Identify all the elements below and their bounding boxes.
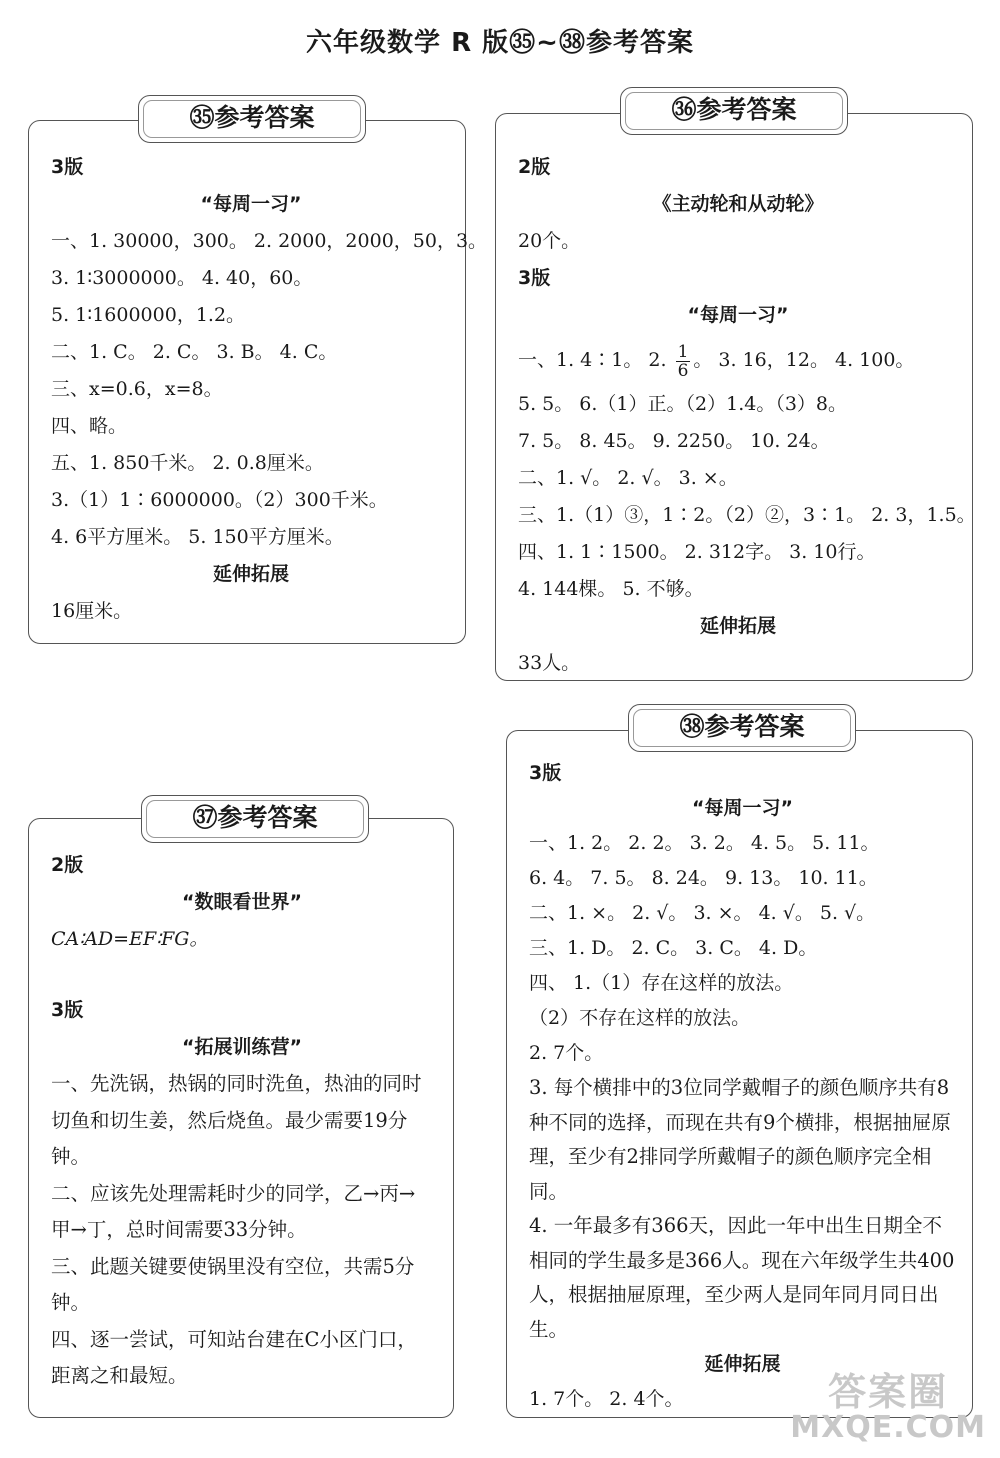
answer-line: 4. 6平方厘米。 5. 150平方厘米。 xyxy=(51,526,344,548)
answer-line: 四、 1.（1）存在这样的放法。 xyxy=(529,972,794,994)
fraction xyxy=(676,343,691,380)
answer-paragraph: 3. 每个横排中的3位同学戴帽子的颜色顺序共有8种不同的选择，而现在共有9个横排，根据抽屉原理，至少有2排同学所戴帽子的颜色顺序完全相同。 xyxy=(529,1076,951,1203)
answer-line: 4. 144棵。 5. 不够。 xyxy=(518,578,704,600)
answer-line: 1. 7个。 2. 4个。 xyxy=(529,1388,684,1410)
answer-line: 一、1. 30000，300。 2. 2000，2000，50，3。 xyxy=(51,230,488,252)
answer-paragraph: 二、应该先处理需耗时少的同学，乙→丙→甲→丁，总时间需要33分钟。 xyxy=(51,1181,416,1241)
answer-panel-37 xyxy=(28,818,454,1418)
answer-line: 二、1. ×。 2. √。 3. ×。 4. √。 5. √。 xyxy=(529,902,876,924)
answer-line: 五、1. 850千米。 2. 0.8厘米。 xyxy=(51,452,324,474)
answer-line: 四、略。 xyxy=(51,415,128,437)
section-heading: 《主动轮和从动轮》 xyxy=(652,193,824,215)
section-heading: “数眼看世界” xyxy=(182,891,302,913)
section-heading: “每周一习” xyxy=(687,304,789,326)
answer-text: 一、1. 4∶1。 2. xyxy=(518,349,673,371)
answer-panel-36 xyxy=(495,113,976,681)
answer-line: 5. 1∶1600000，1.2。 xyxy=(51,304,246,326)
answer-text: 。 3. 16，12。 4. 100。 xyxy=(693,349,915,371)
fraction-numerator: 1 xyxy=(677,341,689,362)
section-heading: “每周一习” xyxy=(692,797,793,819)
watermark-logo xyxy=(790,1372,986,1444)
answer-line: 3. 1∶3000000。 4. 40，60。 xyxy=(51,267,313,289)
answer-line: 2. 7个。 xyxy=(529,1042,604,1064)
answer-line-fraction xyxy=(518,334,958,386)
version-label: 2版 xyxy=(51,854,84,876)
panel-title-35: ㉟参考答案 xyxy=(138,95,366,143)
answer-line: 7. 5。 8. 45。 9. 2250。 10. 24。 xyxy=(518,430,830,452)
answer-line: 四、1. 1∶1500。 2. 312字。 3. 10行。 xyxy=(518,541,876,563)
watermark-url: MXQE.COM xyxy=(790,1410,986,1445)
page-title: 六年级数学 R 版㉟~㊳参考答案 xyxy=(306,28,694,58)
version-label: 3版 xyxy=(51,999,84,1021)
answer-paragraph: 四、逐一尝试，可知站台建在C小区门口，距离之和最短。 xyxy=(51,1327,417,1387)
extension-heading: 延伸拓展 xyxy=(212,563,289,585)
version-label: 3版 xyxy=(529,762,562,784)
answer-line: 二、1. √。 2. √。 3. ×。 xyxy=(518,467,738,489)
extension-heading: 延伸拓展 xyxy=(699,615,776,637)
extension-heading: 延伸拓展 xyxy=(704,1353,781,1375)
answer-paragraph: 三、此题关键要使锅里没有空位，共需5分钟。 xyxy=(51,1254,415,1314)
section-heading: “拓展训练营” xyxy=(182,1036,302,1058)
answer-line: （2）不存在这样的放法。 xyxy=(529,1007,751,1029)
version-label: 3版 xyxy=(51,156,84,178)
answer-line: 二、1. C。 2. C。 3. B。 4. C。 xyxy=(51,341,338,363)
answer-line: 三、x=0.6，x=8。 xyxy=(51,378,223,400)
fraction-denominator: 6 xyxy=(677,360,689,381)
answer-line: 5. 5。 6.（1）正。（2）1.4。（3）8。 xyxy=(518,393,847,415)
answer-line: 33人。 xyxy=(518,652,581,674)
version-label: 2版 xyxy=(518,156,551,178)
section-heading: “每周一习” xyxy=(200,193,302,215)
panel-title-36: ㊱参考答案 xyxy=(620,87,848,135)
version-label: 3版 xyxy=(518,267,551,289)
answer-line: 三、1.（1）③，1∶2。（2）②，3∶1。 2. 3，1.5。 xyxy=(518,504,976,526)
answer-panel-38 xyxy=(506,730,973,1418)
panel-title-37: ㊲参考答案 xyxy=(141,795,369,843)
answer-panel-35 xyxy=(28,120,488,644)
answer-line: 三、1. D。 2. C。 3. C。 4. D。 xyxy=(529,937,818,959)
watermark-text: 答案圈 xyxy=(828,1370,949,1414)
answer-line: 一、1. 2。 2. 2。 3. 2。 4. 5。 5. 11。 xyxy=(529,832,880,854)
answer-line: 20个。 xyxy=(518,230,581,252)
answer-line: 6. 4。 7. 5。 8. 24。 9. 13。 10. 11。 xyxy=(529,867,878,889)
answer-line: CA∶AD=EF∶FG。 xyxy=(51,928,209,950)
answer-line: 16厘米。 xyxy=(51,600,133,622)
panel-title-38: ㊳参考答案 xyxy=(628,704,856,752)
answer-paragraph: 一、先洗锅，热锅的同时洗鱼，热油的同时切鱼和切生姜，然后烧鱼。最少需要19分钟。 xyxy=(51,1072,422,1168)
answer-paragraph: 4. 一年最多有366天，因此一年中出生日期全不相同的学生最多是366人。现在六年级学生共400人，根据抽屉原理，至少两人是同年同月同日出生。 xyxy=(529,1214,955,1341)
answer-line: 3.（1）1∶6000000。（2）300千米。 xyxy=(51,489,388,511)
